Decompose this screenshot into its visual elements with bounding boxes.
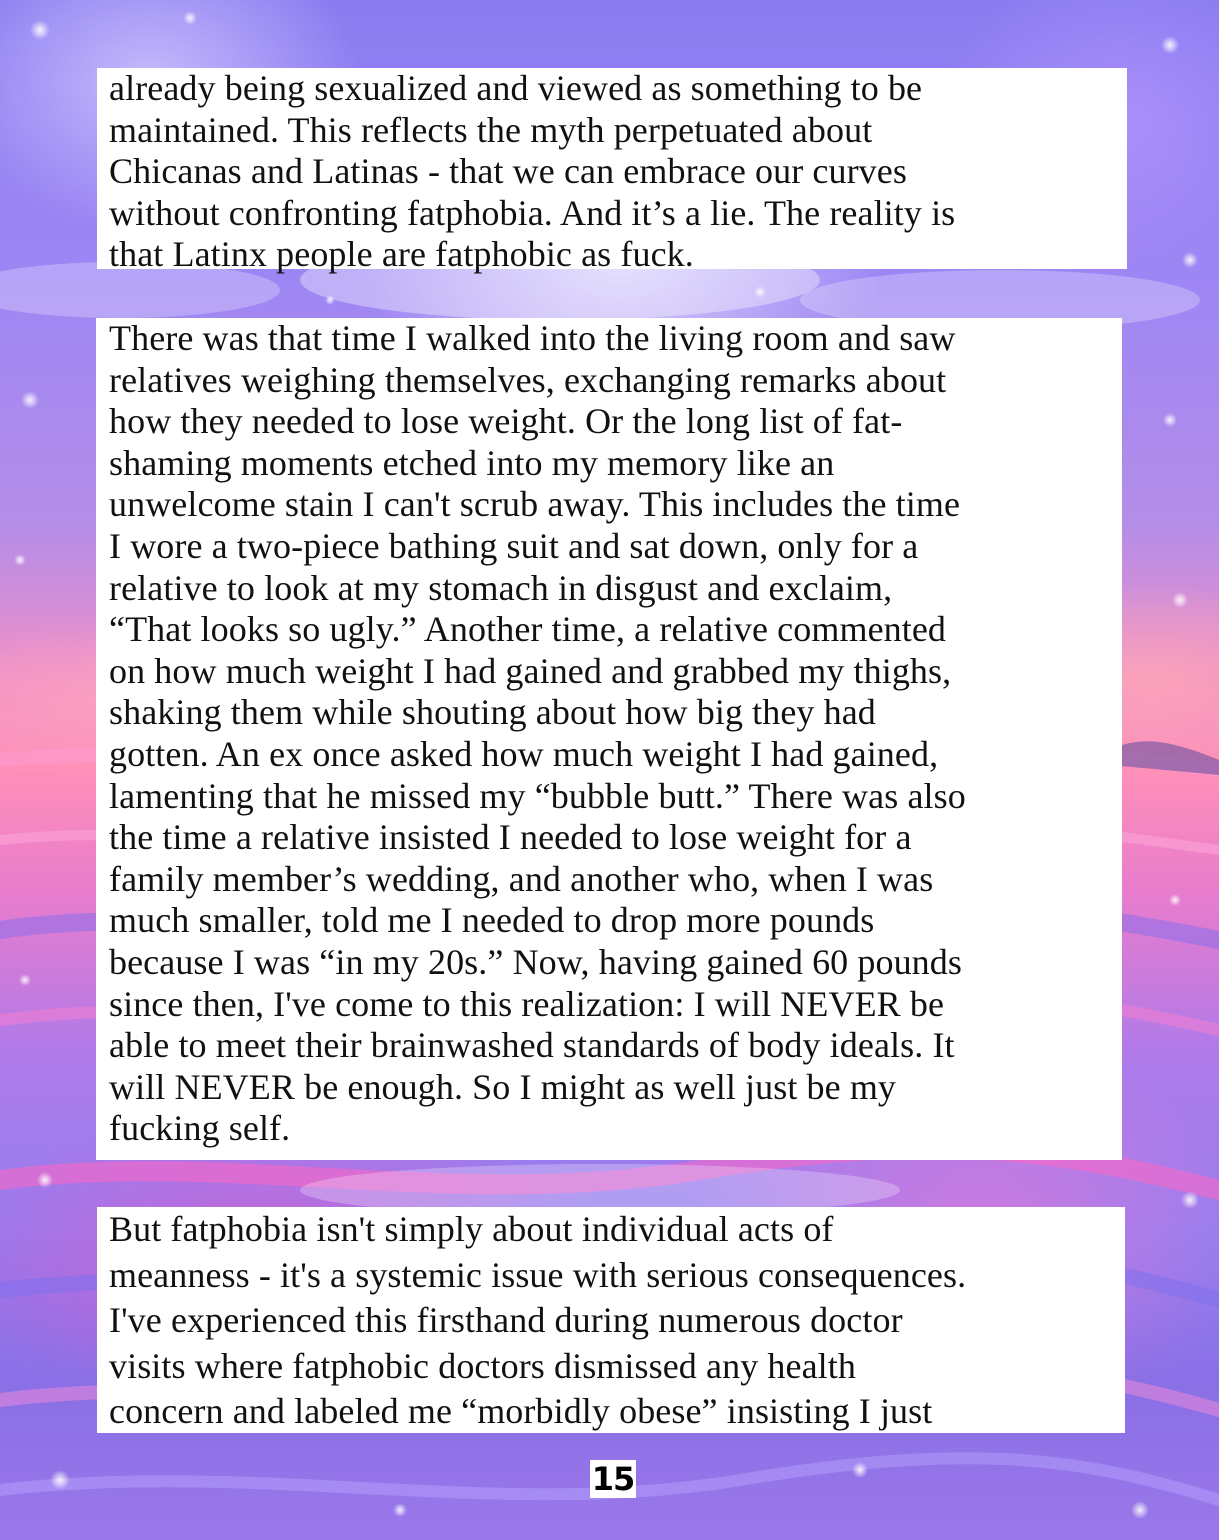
text-line: concern and labeled me “morbidly obese” insisting I just — [109, 1391, 933, 1431]
text-line: lamenting that he missed my “bubble butt.” There was also — [109, 775, 966, 816]
text-line: able to meet their brainwashed standards of body ideals. It — [109, 1025, 955, 1066]
text-line: unwelcome stain I can't scrub away. This includes the time — [109, 484, 961, 525]
text-line: meanness - it's a systemic issue with serious consequences. — [109, 1254, 967, 1295]
text-line: family member’s wedding, and another who, when I was — [109, 858, 934, 899]
text-line: gotten. An ex once asked how much weight I had gained, — [109, 733, 939, 774]
text-line: already being sexualized and viewed as something to be — [109, 68, 923, 108]
text-line: fucking self. — [109, 1108, 291, 1149]
text-line: shaking them while shouting about how big they had — [109, 692, 876, 733]
text-line: without confronting fatphobia. And it’s a lie. The reality is — [109, 192, 956, 233]
text-line: “That looks so ugly.” Another time, a relative commented — [109, 609, 947, 650]
text-line: how they needed to lose weight. Or the long list of fat- — [109, 401, 903, 442]
text-line: on how much weight I had gained and grabbed my thighs, — [109, 650, 952, 691]
text-line: I've experienced this firsthand during numerous doctor — [109, 1300, 903, 1340]
text-line: But fatphobia isn't simply about individual acts of — [109, 1209, 834, 1249]
text-line: visits where fatphobic doctors dismissed any health — [109, 1345, 856, 1386]
text-line: because I was “in my 20s.” Now, having gained 60 pounds — [109, 941, 962, 982]
text-line: There was that time I walked into the living room and saw — [109, 318, 956, 358]
paragraph-fat-shaming-memories — [96, 318, 1122, 1160]
text-line: relative to look at my stomach in disgust and exclaim, — [109, 567, 893, 608]
text-line: shaming moments etched into my memory like an — [109, 442, 835, 483]
text-line: that Latinx people are fatphobic as fuck. — [109, 234, 694, 274]
paragraph-continuation — [97, 68, 1127, 274]
text-line: relatives weighing themselves, exchanging remarks about — [109, 359, 947, 400]
text-line: much smaller, told me I needed to drop more pounds — [109, 900, 875, 941]
text-line: Chicanas and Latinas - that we can embrace our curves — [109, 151, 907, 191]
text-line: maintained. This reflects the myth perpetuated about — [109, 109, 873, 150]
paragraph-systemic-fatphobia — [97, 1207, 1125, 1433]
page-number: 15 — [591, 1460, 635, 1498]
text-line: the time a relative insisted I needed to lose weight for a — [109, 817, 912, 858]
headland-silhouette — [1110, 741, 1219, 775]
text-line: since then, I've come to this realization: I will NEVER be — [109, 983, 945, 1024]
text-line: I wore a two-piece bathing suit and sat down, only for a — [109, 525, 919, 566]
text-line: will NEVER be enough. So I might as well just be my — [109, 1066, 897, 1107]
